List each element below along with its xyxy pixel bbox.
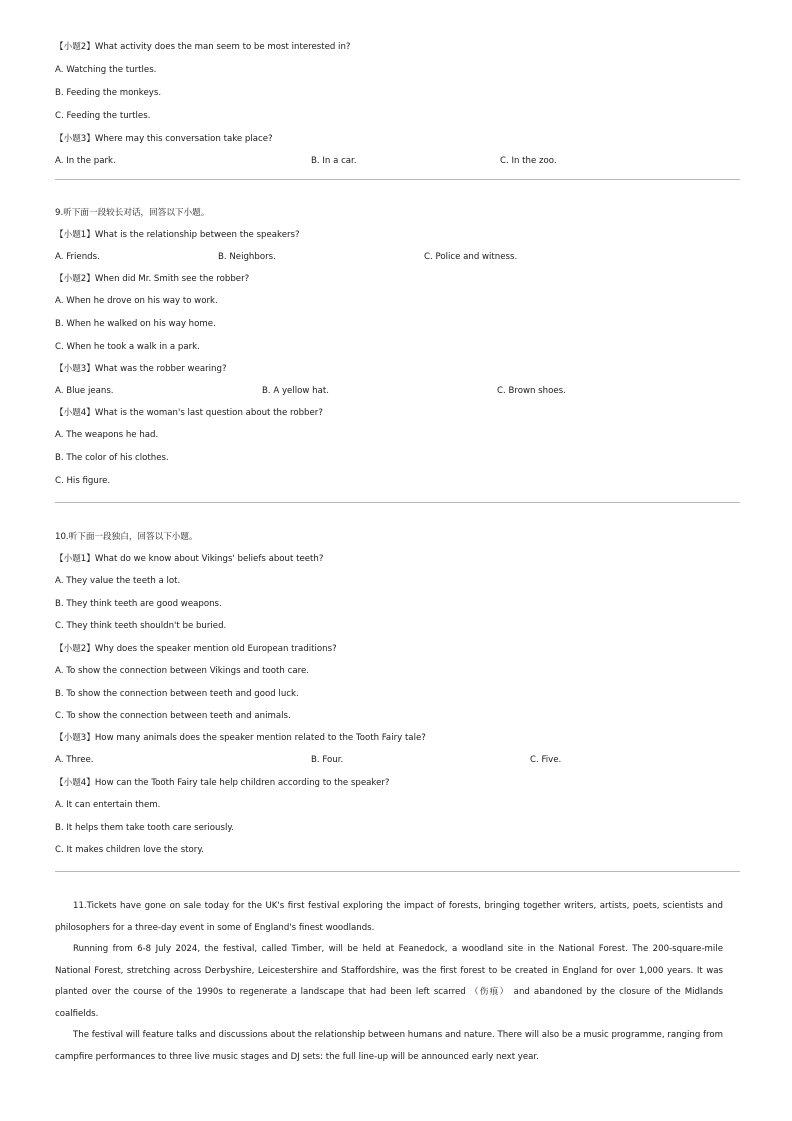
q11-paragraph-3: The festival will feature talks and discussions about the relationship between humans and nature. There will also be a music programme, ranging from campfire performances to three live music stages and DJ sets: the full line-up will be announced early next year. [55, 1030, 724, 1062]
q9-s4-option-b: B. The color of his clothes. [55, 453, 169, 463]
q10-s1-option-c: C. They think teeth shouldn't be buried. [55, 621, 227, 631]
q9-s2-option-c: C. When he took a walk in a park. [55, 342, 200, 352]
q9-s2-stem: 【小题2】When did Mr. Smith see the robber? [55, 274, 250, 284]
section-divider [55, 871, 740, 872]
q9-s4-option-c: C. His figure. [55, 476, 111, 486]
q11-paragraph-2: Running from 6-8 July 2024, the festival, called Timber, will be held at Feanedock, a woodland site in the National Forest. The 200-square-mile National Forest, stretching across Derbyshire, Leicestershire and Staffordshire, was the first forest to be created in England for over 1,000 years. It was planted over the course of the 1990s to regenerate a landscape that had been left scarred （伤痕） and abandoned by the closure of the Midlands coalfields. [55, 944, 723, 1020]
section-divider [55, 179, 740, 180]
q10-s2-option-a: A. To show the connection between Vikings and tooth care. [55, 666, 309, 676]
q10-s4-stem: 【小题4】How can the Tooth Fairy tale help children according to the speaker? [55, 778, 390, 788]
q10-s4-option-b: B. It helps them take tooth care seriously. [55, 823, 234, 833]
q10-intro: 10.听下面一段独白，回答以下小题。 [55, 532, 198, 542]
q9-s1-option-b: B. Neighbors. [218, 252, 276, 262]
q10-s4-option-c: C. It makes children love the story. [55, 845, 204, 855]
q9-intro: 9.听下面一段较长对话，回答以下小题。 [55, 208, 210, 218]
q10-s2-option-c: C. To show the connection between teeth and animals. [55, 711, 291, 721]
q9-s2-option-a: A. When he drove on his way to work. [55, 296, 218, 306]
q9-s1-option-a: A. Friends. [55, 252, 100, 262]
q9-s4-option-a: A. The weapons he had. [55, 430, 159, 440]
q9-s3-stem: 【小题3】What was the robber wearing? [55, 364, 227, 374]
q8-s3-stem: 【小题3】Where may this conversation take place? [55, 134, 273, 144]
q8-s2-option-b: B. Feeding the monkeys. [55, 88, 162, 98]
q10-s1-option-b: B. They think teeth are good weapons. [55, 599, 222, 609]
q10-s3-option-c: C. Five. [530, 755, 562, 765]
q9-s1-stem: 【小题1】What is the relationship between the speakers? [55, 230, 300, 240]
q8-s2-stem: 【小题2】What activity does the man seem to be most interested in? [55, 42, 351, 52]
q9-s2-option-b: B. When he walked on his way home. [55, 319, 216, 329]
section-divider [55, 502, 740, 503]
q8-s3-option-a: A. In the park. [55, 156, 116, 166]
q10-s1-stem: 【小题1】What do we know about Vikings' beliefs about teeth? [55, 554, 324, 564]
q10-s1-option-a: A. They value the teeth a lot. [55, 576, 181, 586]
q10-s4-option-a: A. It can entertain them. [55, 800, 161, 810]
q9-s3-option-c: C. Brown shoes. [497, 386, 566, 396]
q10-s2-stem: 【小题2】Why does the speaker mention old European traditions? [55, 644, 337, 654]
q11-paragraph-1: 11.Tickets have gone on sale today for the UK's first festival exploring the impact of forests, bringing together writers, artists, poets, scientists and philosophers for a three-day event in some of England's finest woodlands. [55, 901, 723, 933]
q8-s3-option-c: C. In the zoo. [500, 156, 557, 166]
q9-s3-option-b: B. A yellow hat. [262, 386, 329, 396]
q10-s2-option-b: B. To show the connection between teeth and good luck. [55, 689, 299, 699]
q10-s3-option-b: B. Four. [311, 755, 344, 765]
q10-s3-stem: 【小题3】How many animals does the speaker mention related to the Tooth Fairy tale? [55, 733, 426, 743]
q8-s2-option-c: C. Feeding the turtles. [55, 111, 151, 121]
q9-s1-option-c: C. Police and witness. [424, 252, 518, 262]
q9-s4-stem: 【小题4】What is the woman's last question about the robber? [55, 408, 323, 418]
q9-s3-option-a: A. Blue jeans. [55, 386, 114, 396]
q8-s2-option-a: A. Watching the turtles. [55, 65, 157, 75]
q10-s3-option-a: A. Three. [55, 755, 94, 765]
q8-s3-option-b: B. In a car. [311, 156, 357, 166]
